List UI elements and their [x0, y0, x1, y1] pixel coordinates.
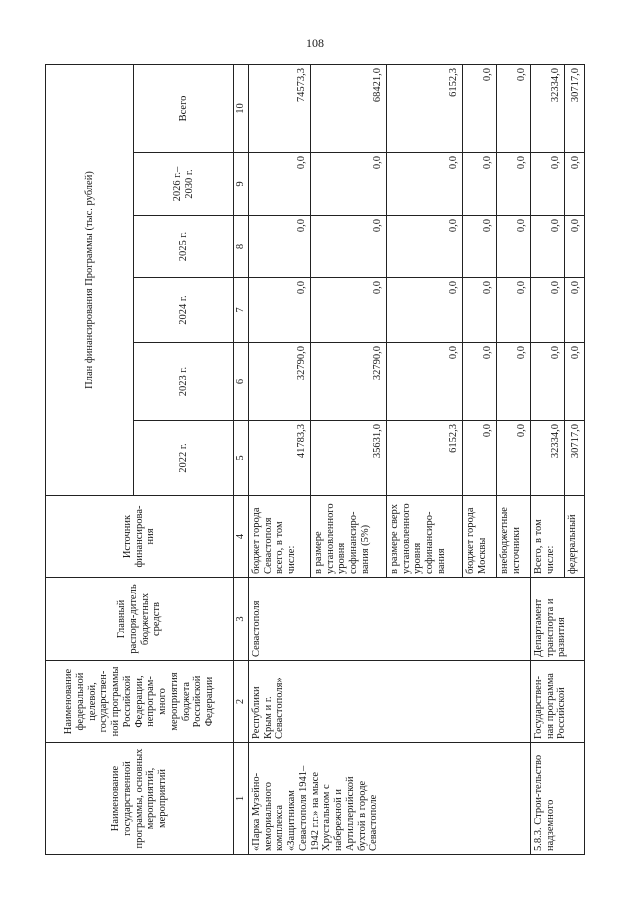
value-cell: 0,0 — [496, 278, 530, 343]
header-2022: 2022 г. — [134, 421, 234, 496]
value-cell: 0,0 — [462, 343, 496, 421]
value-cell: 6152,3 — [386, 421, 462, 496]
budget-manager-cell: Севастополя — [248, 578, 530, 661]
column-index: 10 — [234, 64, 249, 152]
table-row — [248, 64, 310, 854]
financing-table — [45, 64, 585, 855]
value-cell: 74573,3 — [248, 64, 310, 152]
column-index: 7 — [234, 278, 249, 343]
column-index: 9 — [234, 153, 249, 216]
source-cell: федеральный — [564, 496, 584, 578]
value-cell: 0,0 — [496, 216, 530, 278]
value-cell: 0,0 — [530, 343, 564, 421]
value-cell: 0,0 — [530, 216, 564, 278]
value-cell: 0,0 — [496, 343, 530, 421]
header-2024: 2024 г. — [134, 278, 234, 343]
value-cell: 0,0 — [496, 421, 530, 496]
value-cell: 6152,3 — [386, 64, 462, 152]
header-federal-program: Наименование федеральной целевой, государствен-ной программы Российской Федерации, непрограм-много мероприятия бюджета Российской Федерации — [46, 661, 234, 743]
value-cell: 0,0 — [248, 278, 310, 343]
value-cell: 0,0 — [386, 343, 462, 421]
value-cell: 30717,0 — [564, 421, 584, 496]
source-cell: в размере установленного уровня софинансиро-вания (5%) — [310, 496, 386, 578]
value-cell: 0,0 — [462, 64, 496, 152]
value-cell: 0,0 — [248, 153, 310, 216]
header-total: Всего — [134, 64, 234, 152]
value-cell: 0,0 — [310, 278, 386, 343]
page-number: 108 — [306, 36, 324, 50]
value-cell: 68421,0 — [310, 64, 386, 152]
value-cell: 0,0 — [386, 153, 462, 216]
column-index: 3 — [234, 578, 249, 661]
header-2025: 2025 г. — [134, 216, 234, 278]
value-cell: 32790,0 — [310, 343, 386, 421]
header-2026-2030: 2026 г.– 2030 г. — [134, 153, 234, 216]
value-cell: 0,0 — [564, 153, 584, 216]
header-2023: 2023 г. — [134, 343, 234, 421]
rotated-table-wrapper — [45, 65, 585, 855]
column-index: 1 — [234, 743, 249, 855]
program-name-cell: «Парка Музейно-мемориального комплекса «Защитникам Севастополя 1941–1942 г.г.» на мысе Хрустальном с набережной и Артиллерийской бухтой в городе Севастополе — [248, 743, 530, 855]
budget-manager-cell: Департамент транспорта и развития — [530, 578, 584, 661]
value-cell: 0,0 — [530, 278, 564, 343]
value-cell: 0,0 — [310, 216, 386, 278]
header-budget-manager: Главный распоря-дитель бюджетных средств — [46, 578, 234, 661]
column-index: 8 — [234, 216, 249, 278]
source-cell: бюджет города Севастополя всего, в том числе: — [248, 496, 310, 578]
source-cell: внебюджетные источники — [496, 496, 530, 578]
value-cell: 35631,0 — [310, 421, 386, 496]
header-financing-plan: План финансирования Программы (тыс. рублей) — [46, 64, 134, 495]
value-cell: 32790,0 — [248, 343, 310, 421]
source-cell: Всего, в том числе: — [530, 496, 564, 578]
value-cell: 41783,3 — [248, 421, 310, 496]
value-cell: 0,0 — [386, 278, 462, 343]
column-index: 4 — [234, 496, 249, 578]
column-index: 6 — [234, 343, 249, 421]
value-cell: 32334,0 — [530, 421, 564, 496]
column-index: 5 — [234, 421, 249, 496]
table-row — [530, 64, 564, 854]
value-cell: 32334,0 — [530, 64, 564, 152]
header-source: Источник финансирова-ния — [46, 496, 234, 578]
value-cell: 0,0 — [564, 343, 584, 421]
source-cell: бюджет города Москвы — [462, 496, 496, 578]
source-cell: в размере сверх установленного уровня софинансиро-вания — [386, 496, 462, 578]
header-program: Наименование государственной программы, основных мероприятий, мероприятий — [46, 743, 234, 855]
value-cell: 0,0 — [496, 64, 530, 152]
federal-program-cell: Республики Крым и г. Севастополя» — [248, 661, 530, 743]
value-cell: 0,0 — [496, 153, 530, 216]
federal-program-cell: Государствен-ная программа Российской — [530, 661, 584, 743]
value-cell: 0,0 — [310, 153, 386, 216]
column-index: 2 — [234, 661, 249, 743]
program-name-cell: 5.8.3. Строи-тельство надземного — [530, 743, 584, 855]
value-cell: 0,0 — [530, 153, 564, 216]
value-cell: 0,0 — [386, 216, 462, 278]
value-cell: 30717,0 — [564, 64, 584, 152]
value-cell: 0,0 — [564, 216, 584, 278]
value-cell: 0,0 — [564, 278, 584, 343]
value-cell: 0,0 — [462, 216, 496, 278]
value-cell: 0,0 — [462, 153, 496, 216]
value-cell: 0,0 — [248, 216, 310, 278]
value-cell: 0,0 — [462, 278, 496, 343]
value-cell: 0,0 — [462, 421, 496, 496]
